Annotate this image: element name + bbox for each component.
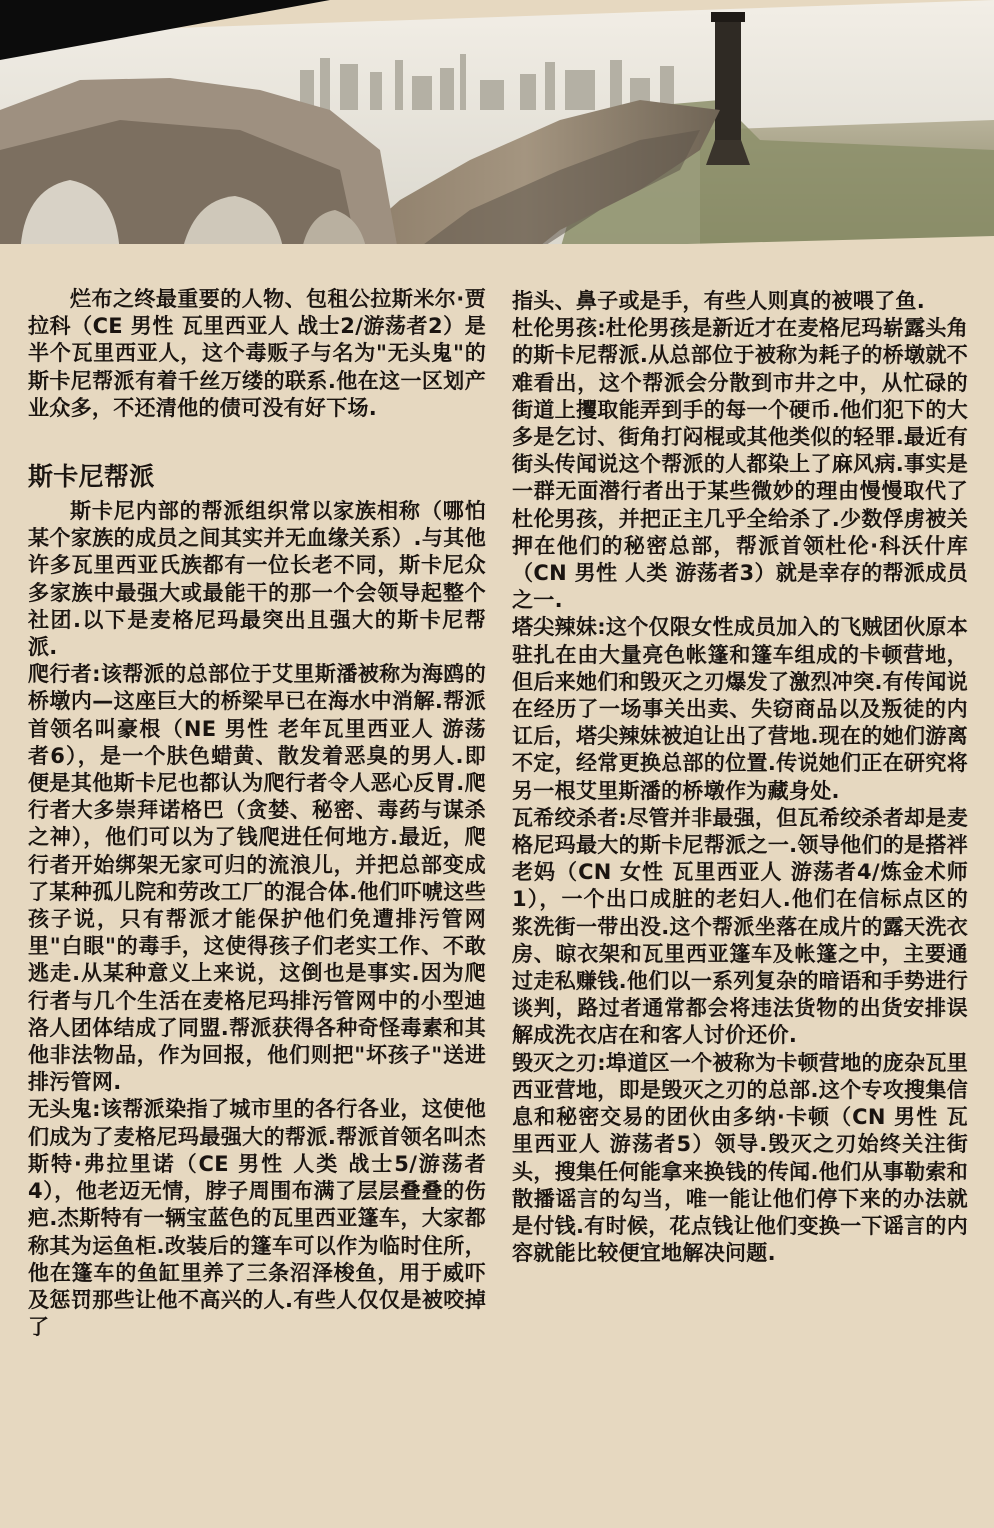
cityscape-illustration-icon: [0, 0, 994, 262]
entry-term: 瓦希绞杀者:: [512, 805, 628, 830]
intro-paragraph: 烂布之终最重要的人物、包租公拉斯米尔·贾拉科（CE 男性 瓦里西亚人 战士2/游荡者2）是半个瓦里西亚人，这个毒贩子与名为"无头鬼"的斯卡尼帮派有着千丝万缕的联系.他在这一区划产业众多，不还清他的债可没有好下场.: [28, 287, 486, 420]
entry-text: 该帮派的总部位于艾里斯潘被称为海鸥的桥墩内—这座巨大的桥梁早已在海水中消解.帮派首领名叫豪根（NE 男性 老年瓦里西亚人 游荡者6），是一个肤色蜡黄、散发着恶臭的男人.即便是其他斯卡尼也都认为爬行者令人恶心反胃.爬行者大多崇拜诺格巴（贪婪、秘密、毒药与谋杀之神），他们可以为了钱爬进任何地方.最近，爬行者开始绑架无家可归的流浪儿，并把总部变成了某种孤儿院和劳改工厂的混合体.他们吓唬这些孩子说，只有帮派才能保护他们免遭排污管网里"白眼"的毒手，这使得孩子们老实工作、不敢逃走.从某种意义上来说，这倒也是事实.因为爬行者与几个生活在麦格尼玛排污管网中的小型迪洛人团体结成了同盟.帮派获得各种奇怪毒素和其他非法物品，作为回报，他们则把"坏孩子"送进排污管网.: [28, 662, 486, 1095]
entry-crawlers: [28, 661, 486, 1096]
entry-text: 尽管并非最强，但瓦希绞杀者却是麦格尼玛最大的斯卡尼帮派之一.领导他们的是搭袢老妈（CN 女性 瓦里西亚人 游荡者4/炼金术师1），一个出口成脏的老妇人.他们在信标点区的浆洗街一带出没.这个帮派坐落在成片的露天洗衣房、晾衣架和瓦里西亚篷车及帐篷之中，主要通过走私赚钱.他们以一系列复杂的暗语和手势进行谈判，路过者通常都会将违法货物的出货安排误解成洗衣店在和客人讨价还价.: [512, 805, 969, 1048]
continuation-paragraph: 指头、鼻子或是手，有些人则真的被喂了鱼.: [512, 289, 925, 313]
entry-doom: [512, 1050, 968, 1268]
entry-spire: [512, 614, 968, 804]
entry-term: 无头鬼:: [28, 1097, 101, 1122]
entry-headless: [28, 1096, 486, 1341]
section-heading: 斯卡尼帮派: [28, 462, 155, 492]
header-illustration: [0, 0, 994, 262]
entry-durand: [512, 315, 968, 614]
section-intro-paragraph: 斯卡尼内部的帮派组织常以家族相称（哪怕某个家族的成员之间其实并无血缘关系）.与其他许多瓦里西亚氏族都有一位长老不同，斯卡尼众多家族中最强大或最能干的那一个会领导起整个社团.以下是麦格尼玛最突出且强大的斯卡尼帮派.: [28, 499, 486, 660]
left-column: [28, 286, 486, 1341]
entry-text: 该帮派染指了城市里的各行各业，这使他们成为了麦格尼玛最强大的帮派.帮派首领名叫杰斯特·弗拉里诺（CE 男性 人类 战士5/游荡者4），他老迈无情，脖子周围布满了层层叠叠的伤疤.杰斯特有一辆宝蓝色的瓦里西亚篷车，大家都称其为运鱼柜.改装后的篷车可以作为临时住所，他在篷车的鱼缸里养了三条沼泽梭鱼，用于威吓及惩罚那些让他不高兴的人.有些人仅仅是被咬掉了: [28, 1097, 486, 1340]
entry-term: 爬行者:: [28, 662, 101, 687]
entry-term: 毁灭之刃:: [512, 1050, 606, 1075]
entry-text: 杜伦男孩是新近才在麦格尼玛崭露头角的斯卡尼帮派.从总部位于被称为耗子的桥墩就不难看出，这个帮派会分散到市井之中，从忙碌的街道上攫取能弄到手的每一个硬币.他们犯下的大多是乞讨、街角打闷棍或其他类似的轻罪.最近有街头传闻说这个帮派的人都染上了麻风病.事实是一群无面潜行者出于某些微妙的理由慢慢取代了杜伦男孩，并把正主几乎全给杀了.少数俘虏被关押在他们的秘密总部，帮派首领杜伦·科沃什库（CN 男性 人类 游荡者3）就是幸存的帮派成员之一.: [512, 316, 969, 613]
entry-term: 杜伦男孩:: [512, 316, 606, 341]
right-column: [512, 288, 968, 1267]
entry-text: 埠道区一个被称为卡顿营地的庞杂瓦里西亚营地，即是毁灭之刃的总部.这个专攻搜集信息和秘密交易的团伙由多纳·卡顿（CN 男性 瓦里西亚人 游荡者5）领导.毁灭之刃始终关注街头，搜集任何能拿来换钱的传闻.他们从事勒索和散播谣言的勾当，唯一能让他们停下来的办法就是付钱.有时候，花点钱让他们变换一下谣言的内容就能比较便宜地解决问题.: [512, 1050, 969, 1266]
entry-text: 这个仅限女性成员加入的飞贼团伙原本驻扎在由大量亮色帐篷和篷车组成的卡顿营地，但后来她们和毁灭之刃爆发了激烈冲突.有传闻说在经历了一场事关出卖、失窃商品以及叛徒的内讧后，塔尖辣妹被迫让出了营地.现在的她们游离不定，经常更换总部的位置.传说她们正在研究将另一根艾里斯潘的桥墩作为藏身处.: [512, 615, 969, 803]
entry-term: 塔尖辣妹:: [512, 615, 606, 640]
entry-strangler: [512, 805, 968, 1050]
